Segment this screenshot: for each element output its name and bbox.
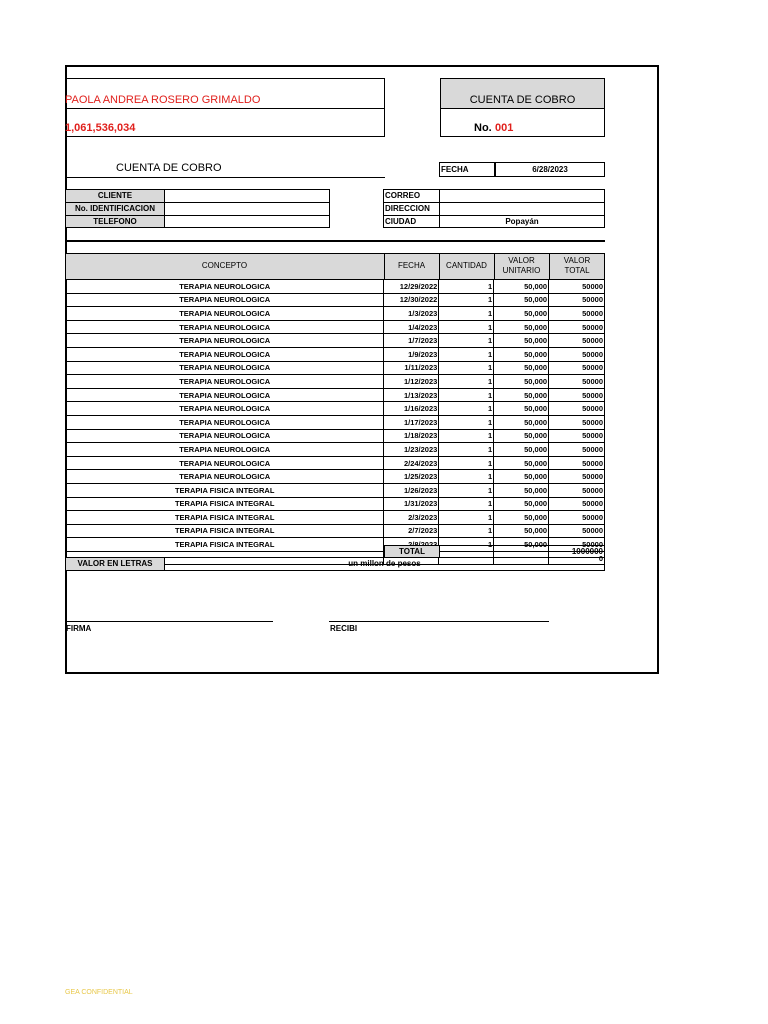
cell-concepto: TERAPIA NEUROLOGICA	[66, 361, 384, 375]
cell-valor-total: 50000	[549, 538, 605, 552]
cell-cantidad: 1	[439, 497, 494, 511]
table-row	[66, 483, 605, 497]
cell-valor-unitario: 50,000	[494, 429, 549, 443]
col-header-valor-unitario-2: UNITARIO	[502, 266, 541, 275]
ciudad-label: CIUDAD	[385, 217, 417, 226]
cell-fecha: 1/16/2023	[384, 402, 439, 416]
cell-valor-unitario: 50,000	[494, 347, 549, 361]
cell-concepto: TERAPIA NEUROLOGICA	[66, 388, 384, 402]
cell-cantidad: 1	[439, 307, 494, 321]
cell-valor-total: 50000	[549, 470, 605, 484]
table-row	[66, 456, 605, 470]
identificacion-label: No. IDENTIFICACION	[75, 204, 155, 213]
header-number-value: 001	[495, 122, 514, 134]
col-header-valor-total-1: VALOR	[563, 256, 591, 265]
cell-valor-unitario: 50,000	[494, 524, 549, 538]
cell-concepto: TERAPIA NEUROLOGICA	[66, 334, 384, 348]
table-row	[66, 402, 605, 416]
cell-concepto: TERAPIA NEUROLOGICA	[66, 429, 384, 443]
cell-fecha: 1/12/2023	[384, 375, 439, 389]
firma-label: FIRMA	[66, 624, 92, 633]
cell-valor-unitario: 50,000	[494, 293, 549, 307]
cell-valor-unitario: 50,000	[494, 375, 549, 389]
cell-fecha: 2/3/2023	[384, 511, 439, 525]
cell-concepto: TERAPIA NEUROLOGICA	[66, 402, 384, 416]
col-header-valor-unitario-1: VALOR	[508, 256, 535, 265]
table-row	[66, 429, 605, 443]
table-row	[66, 334, 605, 348]
issuer-box-divider	[65, 108, 385, 109]
valor-letras-label: VALOR EN LETRAS	[77, 559, 153, 568]
cell-fecha: 1/31/2023	[384, 497, 439, 511]
correo-label: CORREO	[385, 191, 421, 200]
table-row	[66, 307, 605, 321]
cell-valor-unitario: 50,000	[494, 388, 549, 402]
cell-valor-unitario: 50,000	[494, 497, 549, 511]
header-number-box	[440, 108, 605, 137]
fecha-label: FECHA	[441, 165, 469, 174]
table-row	[66, 347, 605, 361]
cell-concepto: TERAPIA FISICA INTEGRAL	[66, 483, 384, 497]
table-row	[66, 524, 605, 538]
fecha-value: 6/28/2023	[532, 165, 568, 174]
cell-concepto: TERAPIA NEUROLOGICA	[66, 443, 384, 457]
cell-valor-total: 50000	[549, 307, 605, 321]
table-row	[66, 443, 605, 457]
cell-cantidad: 1	[439, 280, 494, 294]
cell-cantidad: 1	[439, 320, 494, 334]
cell-concepto: TERAPIA NEUROLOGICA	[66, 470, 384, 484]
cell-valor-total: 50000	[549, 524, 605, 538]
cell-valor-unitario: 50,000	[494, 280, 549, 294]
cell-valor-total: 50000	[549, 497, 605, 511]
cell-fecha: 1/26/2023	[384, 483, 439, 497]
cell-valor-total: 0	[549, 551, 605, 565]
cell-valor-total: 50000	[549, 429, 605, 443]
table-row	[66, 511, 605, 525]
cell-cantidad: 1	[439, 443, 494, 457]
issuer-name: PAOLA ANDREA ROSERO GRIMALDO	[65, 94, 261, 106]
telefono-label: TELEFONO	[93, 217, 137, 226]
cell-cantidad: 1	[439, 334, 494, 348]
cell-valor-unitario: 50,000	[494, 538, 549, 552]
cell-valor-unitario: 50,000	[494, 511, 549, 525]
cell-valor-total: 50000	[549, 483, 605, 497]
table-row	[66, 361, 605, 375]
cell-fecha: 1/4/2023	[384, 320, 439, 334]
cell-concepto: TERAPIA FISICA INTEGRAL	[66, 538, 384, 552]
cell-valor-total: 50000	[549, 280, 605, 294]
cell-concepto: TERAPIA NEUROLOGICA	[66, 456, 384, 470]
recibi-label: RECIBI	[330, 624, 358, 633]
col-header-valor-total-2: TOTAL	[564, 266, 590, 275]
cell-valor-unitario: 50,000	[494, 456, 549, 470]
recibi-line	[329, 621, 549, 622]
cell-fecha: 1/7/2023	[384, 334, 439, 348]
cell-fecha: 1/23/2023	[384, 443, 439, 457]
issuer-id-number: 1,061,536,034	[65, 122, 136, 134]
table-row	[66, 388, 605, 402]
table-row	[66, 375, 605, 389]
table-row	[66, 293, 605, 307]
items-table	[65, 279, 605, 565]
cell-fecha: 2/7/2023	[384, 524, 439, 538]
cell-valor-unitario: 50,000	[494, 483, 549, 497]
cell-fecha: 2/24/2023	[384, 456, 439, 470]
cell-valor-total: 50000	[549, 361, 605, 375]
cell-cantidad: 1	[439, 375, 494, 389]
cell-fecha: 1/9/2023	[384, 347, 439, 361]
cell-concepto: TERAPIA NEUROLOGICA	[66, 293, 384, 307]
cliente-label: CLIENTE	[97, 191, 133, 200]
cell-fecha: 1/3/2023	[384, 307, 439, 321]
cell-fecha: 1/13/2023	[384, 388, 439, 402]
cell-fecha: 1/18/2023	[384, 429, 439, 443]
col-header-concepto: CONCEPTO	[201, 261, 248, 270]
total-value: 1000000	[571, 547, 603, 556]
cell-fecha: 12/30/2022	[384, 293, 439, 307]
cell-valor-total: 50000	[549, 511, 605, 525]
col-header-cantidad: CANTIDAD	[446, 261, 487, 270]
total-label: TOTAL	[399, 547, 425, 556]
client-values-col	[164, 189, 330, 228]
cell-concepto: TERAPIA NEUROLOGICA	[66, 280, 384, 294]
cell-concepto: TERAPIA NEUROLOGICA	[66, 320, 384, 334]
cell-cantidad: 1	[439, 483, 494, 497]
cell-valor-total: 50000	[549, 443, 605, 457]
cell-concepto: TERAPIA NEUROLOGICA	[66, 375, 384, 389]
cell-valor-unitario: 50,000	[494, 334, 549, 348]
cell-valor-total: 50000	[549, 320, 605, 334]
cell-valor-total: 50000	[549, 402, 605, 416]
table-row	[66, 497, 605, 511]
cell-valor-total: 50000	[549, 388, 605, 402]
cell-valor-unitario: 50,000	[494, 415, 549, 429]
cell-cantidad: 1	[439, 415, 494, 429]
cell-valor-total: 50000	[549, 375, 605, 389]
firma-line	[65, 621, 273, 622]
cell-cantidad: 1	[439, 402, 494, 416]
header-number-label: No.	[474, 122, 492, 134]
cell-valor-total: 50000	[549, 415, 605, 429]
cell-cantidad: 1	[439, 361, 494, 375]
col-header-fecha: FECHA	[397, 261, 426, 270]
cell-fecha: 1/11/2023	[384, 361, 439, 375]
table-row	[66, 320, 605, 334]
cell-fecha: 1/25/2023	[384, 470, 439, 484]
cell-cantidad: 1	[439, 524, 494, 538]
cell-cantidad: 1	[439, 429, 494, 443]
confidential-footer: GEA CONFIDENTIAL	[65, 989, 133, 996]
ciudad-field[interactable]: Popayán	[505, 217, 539, 226]
cell-concepto: TERAPIA NEUROLOGICA	[66, 307, 384, 321]
cell-concepto: TERAPIA FISICA INTEGRAL	[66, 511, 384, 525]
table-row	[66, 280, 605, 294]
table-row	[66, 470, 605, 484]
cell-cantidad: 1	[439, 538, 494, 552]
cell-valor-unitario: 50,000	[494, 361, 549, 375]
cell-valor-unitario: 50,000	[494, 470, 549, 484]
doc-title: CUENTA DE COBRO	[116, 162, 222, 174]
cell-concepto: TERAPIA FISICA INTEGRAL	[66, 524, 384, 538]
cell-valor-total: 50000	[549, 334, 605, 348]
valor-letras-value: un millon de pesos	[348, 559, 421, 568]
cell-cantidad: 1	[439, 511, 494, 525]
cell-cantidad: 1	[439, 388, 494, 402]
cell-concepto: TERAPIA NEUROLOGICA	[66, 415, 384, 429]
cell-concepto: TERAPIA FISICA INTEGRAL	[66, 497, 384, 511]
cell-valor-unitario: 50,000	[494, 320, 549, 334]
cell-valor-total: 50000	[549, 456, 605, 470]
cell-cantidad: 1	[439, 456, 494, 470]
cell-cantidad: 1	[439, 347, 494, 361]
direccion-label: DIRECCION	[385, 204, 430, 213]
cell-fecha: 1/17/2023	[384, 415, 439, 429]
section-separator	[65, 240, 605, 242]
cell-valor-unitario: 50,000	[494, 443, 549, 457]
title-underline	[65, 177, 385, 178]
cell-valor-total: 50000	[549, 347, 605, 361]
cell-concepto: TERAPIA NEUROLOGICA	[66, 347, 384, 361]
cell-fecha: 12/29/2022	[384, 280, 439, 294]
cell-cantidad: 1	[439, 470, 494, 484]
cell-valor-unitario: 50,000	[494, 307, 549, 321]
table-row	[66, 415, 605, 429]
header-title: CUENTA DE COBRO	[469, 94, 576, 106]
cell-valor-total: 50000	[549, 293, 605, 307]
cell-cantidad: 1	[439, 293, 494, 307]
cell-valor-unitario: 50,000	[494, 402, 549, 416]
